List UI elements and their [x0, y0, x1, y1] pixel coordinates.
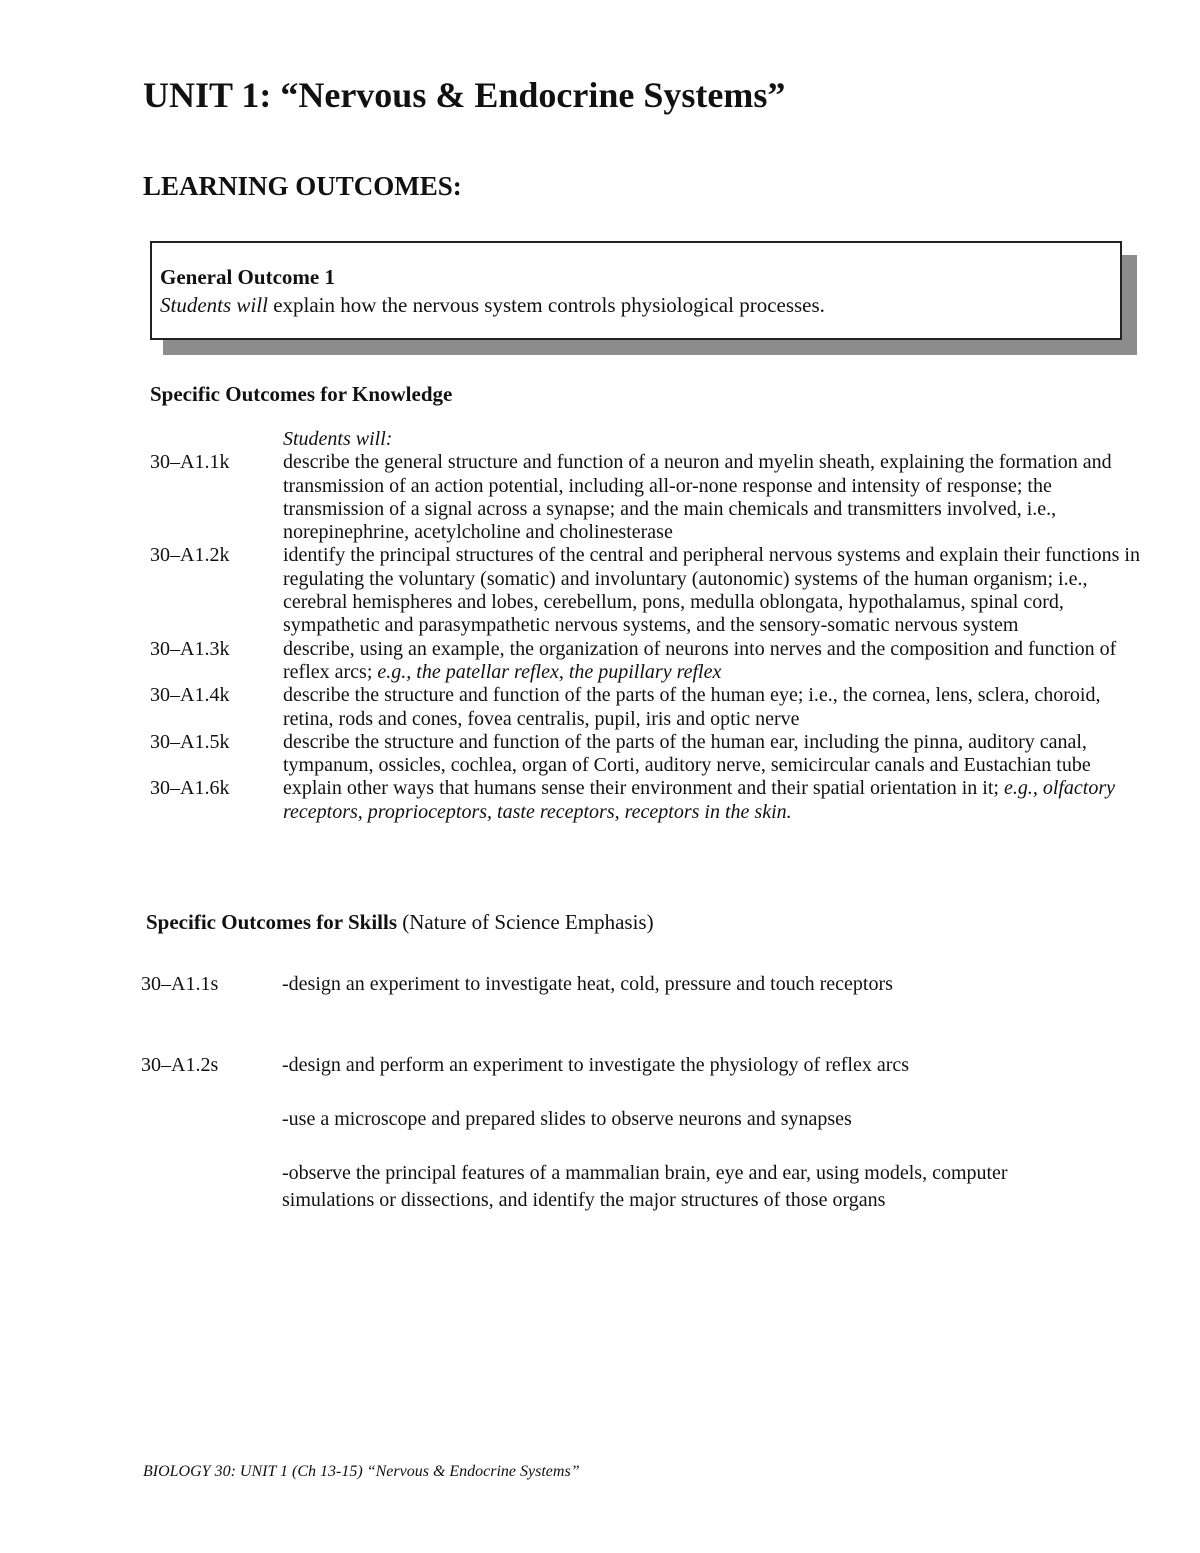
outcome-code	[141, 1106, 282, 1133]
outcome-text: explain other ways that humans sense their environment and their spatial orientation in it; e.g., olfactory receptors, proprioceptors, taste receptors, receptors in the skin.	[283, 777, 1116, 823]
knowledge-item	[150, 638, 1150, 685]
skills-item	[141, 1160, 1041, 1214]
knowledge-item	[150, 731, 1150, 778]
outcome-code: 30–A1.4k	[150, 684, 230, 707]
outcome-text: identify the principal structures of the central and peripheral nervous systems and explain their functions in regulating the voluntary (somatic) and involuntary (autonomic) systems of the human organism; i.e., cerebral hemispheres and lobes, cerebellum, pons, medulla oblongata, hypothalamus, spinal cord, sympathetic and parasympathetic nervous systems, and the sensory-somatic nervous system	[283, 544, 1140, 637]
page-footer: BIOLOGY 30: UNIT 1 (Ch 13-15) “Nervous & Endocrine Systems”	[143, 1463, 580, 1480]
knowledge-intro-row	[150, 428, 1150, 451]
knowledge-heading: Specific Outcomes for Knowledge	[150, 382, 453, 406]
outcome-text: -design an experiment to investigate heat, cold, pressure and touch receptors	[282, 973, 893, 995]
outcome-code: 30–A1.2s	[141, 1054, 219, 1076]
section-title: LEARNING OUTCOMES:	[143, 171, 462, 201]
outcome-code: 30–A1.6k	[150, 777, 230, 800]
general-outcome-heading: General Outcome 1	[160, 265, 335, 289]
skills-item	[141, 1106, 1041, 1133]
page-title: UNIT 1: “Nervous & Endocrine Systems”	[143, 75, 786, 115]
skills-item	[141, 971, 1041, 998]
outcome-code: 30–A1.5k	[150, 730, 230, 753]
knowledge-list	[150, 428, 1150, 824]
knowledge-intro: Students will:	[283, 428, 393, 450]
knowledge-item	[150, 777, 1150, 824]
knowledge-item	[150, 684, 1150, 731]
outcome-text: -design and perform an experiment to investigate the physiology of reflex arcs	[282, 1054, 910, 1076]
knowledge-item	[150, 544, 1150, 637]
outcome-code: 30–A1.1s	[141, 973, 219, 995]
knowledge-item	[150, 451, 1150, 544]
outcome-text: describe the general structure and function of a neuron and myelin sheath, explaining the formation and transmission of an action potential, including all-or-none response and intensity of response; the transmission of a signal across a synapse; and the main chemicals and transmitters involved, i.e., norepinephrine, acetylcholine and cholinesterase	[283, 451, 1112, 544]
outcome-text: -observe the principal features of a mammalian brain, eye and ear, using models, computer simulations or dissections, and identify the major structures of those organs	[282, 1162, 1008, 1211]
outcome-text: describe, using an example, the organization of neurons into nerves and the composition and function of reflex arcs; e.g., the patellar reflex, the pupillary reflex	[283, 637, 1117, 683]
skills-heading: Specific Outcomes for Skills (Nature of Science Emphasis)	[146, 910, 654, 934]
outcome-code: 30–A1.3k	[150, 637, 230, 660]
outcome-text: describe the structure and function of the parts of the human eye; i.e., the cornea, lens, sclera, choroid, retina, rods and cones, fovea centralis, pupil, iris and optic nerve	[283, 684, 1101, 730]
outcome-code	[141, 1160, 282, 1214]
outcome-text: describe the structure and function of the parts of the human ear, including the pinna, auditory canal, tympanum, ossicles, cochlea, organ of Corti, auditory nerve, semicircular canals and Eustachian tube	[283, 730, 1091, 777]
outcome-code: 30–A1.2k	[150, 544, 230, 567]
outcome-code: 30–A1.1k	[150, 451, 230, 474]
general-outcome-lead: Students will	[160, 293, 268, 317]
general-outcome-body: explain how the nervous system controls physiological processes.	[267, 293, 825, 317]
outcome-text: -use a microscope and prepared slides to observe neurons and synapses	[282, 1108, 852, 1130]
general-outcome-box	[150, 241, 1122, 340]
general-outcome-text	[160, 291, 1112, 319]
skills-item	[141, 1052, 1041, 1079]
